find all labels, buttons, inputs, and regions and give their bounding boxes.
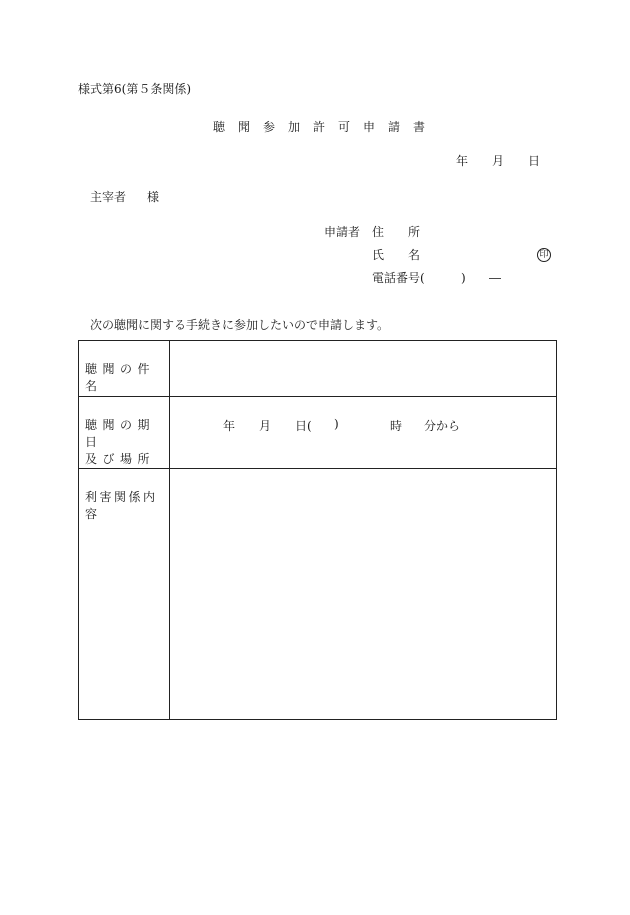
table-row <box>79 469 557 720</box>
table-row <box>79 341 557 397</box>
subject-label: 聴聞の件名 <box>85 362 156 393</box>
interest-value-cell[interactable] <box>170 469 557 720</box>
year-label: 年 <box>456 154 469 168</box>
phone-dash: ― <box>489 271 501 285</box>
addressee-name: 主宰者 <box>90 190 127 204</box>
subject-value-cell[interactable] <box>170 341 557 397</box>
table-row <box>79 397 557 469</box>
seal-mark: 印 <box>537 248 551 262</box>
form-number: 様式第6(第５条関係) <box>78 82 191 96</box>
applicant-label: 申請者 <box>324 225 361 239</box>
subject-label-cell <box>79 341 170 397</box>
hearing-day-label: 日( <box>295 419 312 433</box>
date-place-label-line1: 聴聞の期日 <box>85 418 156 449</box>
date-place-label-cell <box>79 397 170 469</box>
date-place-value-cell[interactable] <box>170 397 557 469</box>
name-label: 氏 名 <box>372 248 421 262</box>
hearing-hour-label: 時 <box>390 419 403 433</box>
interest-label-cell <box>79 469 170 720</box>
month-label: 月 <box>492 154 505 168</box>
hearing-paren-close: ) <box>334 417 339 431</box>
interest-label: 利害関係内容 <box>85 490 158 521</box>
hearing-minute-label: 分から <box>424 419 461 433</box>
hearing-month-label: 月 <box>259 419 272 433</box>
application-table <box>78 340 557 720</box>
hearing-year-label: 年 <box>223 419 236 433</box>
date-place-label-line2: 及び場所 <box>85 452 156 466</box>
document-title: 聴聞参加許可申請書 <box>213 120 439 134</box>
day-label: 日 <box>528 154 541 168</box>
addressee-honorific: 様 <box>147 190 160 204</box>
phone-label: 電話番号( <box>372 271 425 285</box>
phone-paren-close: ) <box>461 271 466 285</box>
address-label: 住 所 <box>372 225 421 239</box>
intro-text: 次の聴聞に関する手続きに参加したいので申請します。 <box>90 318 390 332</box>
